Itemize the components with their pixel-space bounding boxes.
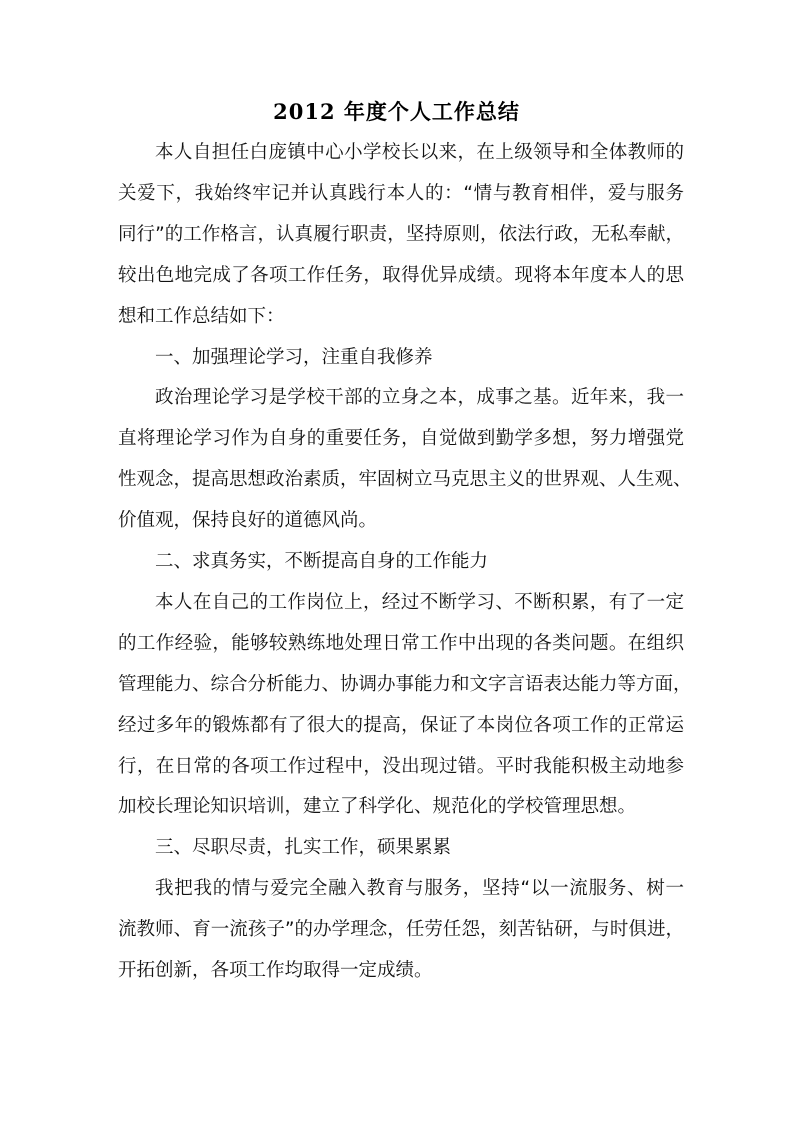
text-line: 加校长理论知识培训，建立了科学化、规范化的学校管理思想。 bbox=[118, 796, 637, 818]
text-line: 开拓创新，各项工作均取得一定成绩。 bbox=[118, 960, 433, 981]
text-line: 关爱下，我始终牢记并认真践行本人的：“情与教育相伴，爱与服务 bbox=[118, 182, 684, 204]
text-line: 行，在日常的各项工作过程中，没出现过错。平时我能积极主动地参 bbox=[118, 755, 684, 777]
text-line: 较出色地完成了各项工作任务，取得优异成绩。现将本年度本人的思 bbox=[118, 264, 684, 286]
text-line: 经过多年的锻炼都有了很大的提高，保证了本岗位各项工作的正常运 bbox=[118, 714, 684, 736]
text-line: 的工作经验，能够较熟练地处理日常工作中出现的各类问题。在组织 bbox=[118, 632, 684, 654]
text-line: 想和工作总结如下： bbox=[118, 305, 285, 327]
section-heading: 一、加强理论学习，注重自我修养 bbox=[155, 346, 433, 368]
text-line: 价值观，保持良好的道德风尚。 bbox=[118, 510, 378, 532]
text-line: 性观念，提高思想政治素质，牢固树立马克思主义的世界观、人生观、 bbox=[118, 469, 692, 491]
text-line: 流教师、育一流孩子”的办学理念，任劳任怨，刻苦钻研，与时俱进， bbox=[118, 919, 684, 941]
text-line: 我把我的情与爱完全融入教育与服务，坚持“以一流服务、树一 bbox=[155, 878, 684, 900]
text-line: 政治理论学习是学校干部的立身之本，成事之基。近年来，我一 bbox=[155, 387, 684, 409]
text-line: 直将理论学习作为自身的重要任务，自觉做到勤学多想，努力增强党 bbox=[118, 428, 684, 450]
text-line: 管理能力、综合分析能力、协调办事能力和文字言语表达能力等方面， bbox=[118, 673, 692, 695]
section-heading: 二、求真务实，不断提高自身的工作能力 bbox=[155, 551, 489, 572]
section-heading: 三、尽职尽责，扎实工作，硕果累累 bbox=[155, 837, 452, 859]
document-title: 2012 年度个人工作总结 bbox=[273, 99, 520, 124]
text-line: 本人自担任白庞镇中心小学校长以来，在上级领导和全体教师的 bbox=[155, 142, 684, 163]
text-line: 本人在自己的工作岗位上，经过不断学习、不断积累，有了一定 bbox=[155, 591, 684, 613]
text-line: 同行”的工作格言，认真履行职责，坚持原则，依法行政，无私奉献， bbox=[118, 223, 684, 245]
